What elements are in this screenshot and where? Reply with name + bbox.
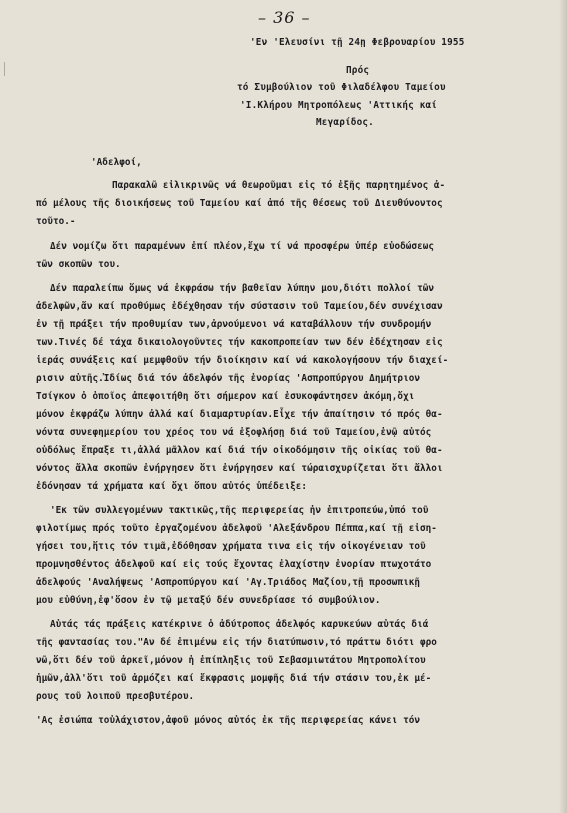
- body-line: ἡμῶν,ἀλλ'ὅτι τοῦ ἁρμόζει καί ἔκφρασις μομφῆς διά τήν στάσιν του,ἐκ μέ-: [36, 673, 432, 684]
- body-line: Δέν παραλείπω ὅμως νά ἐκφράσω τήν βαθεῖαν λύπην μου,διότι πολλοί τῶν: [50, 283, 435, 294]
- body-line: Τσίγκον ὁ ὁποῖος ἀπεφοιτήθη ὅτι σήμερον καί ἐσυκοφάντησεν ἀκόμη,ὄχι: [36, 391, 415, 402]
- addressee-line: 'Ι.Κλήρου Μητροπόλεως 'Αττικής καί: [240, 100, 438, 111]
- body-line: πό μέλους τῆς διοικήσεως τοῦ Ταμείου καί ἀπό τῆς θέσεως τοῦ Διευθύνοντος: [36, 198, 443, 209]
- body-line: ἱεράς συνάξεις καί μεμφθοῦν τήν διοίκησιν καί νά κακολογήσουν τήν διαχεί-: [36, 355, 449, 366]
- margin-mark: [4, 62, 15, 76]
- body-line: προμνησθέντος ἀδελφοῦ καί εἰς τούς ἔχοντας ἐλαχίστην ἐνορίαν πτωχοτάτο: [36, 559, 432, 570]
- body-line: Δέν νομίζω ὅτι παραμένων ἐπί πλέον,ἔχω τί νά προσφέρω ὑπέρ εὐοδώσεως: [50, 241, 435, 252]
- page-number: – 36 –: [258, 8, 311, 27]
- body-line: ἀδελφούς 'Αναλήψεως 'Ασπροπύργου καί 'Αγ.Τριάδος Μαζίου,τῇ προσωπικῇ: [36, 577, 421, 588]
- body-line: ρους τοῦ λοιποῦ πρεσβυτέρου.: [36, 691, 195, 702]
- body-line: γήσει του,ἥτις τόν τιμᾶ,ἐδόθησαν χρήματα τινα εἰς τήν οἰκογένειαν τοῦ: [36, 541, 426, 552]
- dateline: 'Εν 'Ελευσίνι τῇ 24ῃ Φεβρουαρίου 1955: [250, 37, 465, 48]
- body-line: μόνον ἐκφράζω λύπην ἀλλά καί διαμαρτυρίαν.Εἶχε τήν ἀπαίτησιν τό πρός θα-: [36, 409, 443, 420]
- body-line: των.Τινές δέ τάχα δικαιολογοῦντες τήν κακοπροπείαν των δέν ἐδέχτησαν εἰς: [36, 337, 443, 348]
- body-line: τοῦτο.-: [36, 216, 76, 227]
- body-line: 'Ας ἐσιώπα τοὐλάχιστον,ἀφοῦ μόνος αὐτός ἐκ τῆς περιφερείας κάνει τόν: [36, 715, 421, 726]
- body-line: ρισιν αὐτῆς.Ἰδίως διά τόν ἀδελφόν τῆς ἐνορίας 'Ασπροπύργου Δημήτριον: [36, 373, 421, 384]
- body-line: οὐδόλως ἔπραξε τι,ἀλλά μᾶλλον καί διά τήν οἰκοδόμησιν τῆς οἰκίας τοῦ θα-: [36, 445, 443, 456]
- body-line: Αὐτάς τάς πράξεις κατέκρινε ὁ ἀδύτροπος ἀδελφός καρυκεύων αὐτάς διά: [50, 619, 429, 630]
- body-line: ἐδόνησαν τά χρήματα καί ὄχι ὅπου αὐτός ὑπέδειξε:: [36, 481, 308, 492]
- body-line: νόντος ἄλλα σκοπῶν ἐνήργησεν ὅτι ἐνήργησεν καί τώραισχυρίζεται ὅτι ἄλλοι: [36, 463, 443, 474]
- body-line: ἀδελφῶν,ἄν καί προθύμως ἐδέχθησαν τήν σύστασιν τοῦ Ταμείου,δέν συνέχισαν: [36, 301, 443, 312]
- body-line: τῶν σκοπῶν του.: [36, 259, 121, 270]
- body-line: τῆς φαντασίας του."Αν δέ ἐπιμένω εἰς τήν διατύπωσιν,τό πράττω διότι φρο: [36, 637, 437, 648]
- addressee-line: τό Συμβούλιον τοῦ Φιλαδέλφου Ταμείου: [237, 82, 446, 93]
- addressee-line: Μεγαρίδος.: [316, 117, 374, 128]
- body-line: μου εὐθύνη,ἐφ'ὅσον ἐν τῷ μεταξύ δέν συνεδρίασε τό συμβούλιον.: [36, 595, 381, 606]
- body-line: Παρακαλῶ εἰλικρινῶς νά θεωροῦμαι εἰς τό ἑξῆς παρητημένος ἀ-: [112, 180, 446, 191]
- salutation: 'Αδελφοί,: [91, 157, 142, 168]
- body-line: ἐν τῇ πράξει τήν προθυμίαν των,ἀρνούμενοι νά καταβάλλουν τήν συνδρομήν: [36, 319, 432, 330]
- body-line: 'Εκ τῶν συλλεγομένων τακτικῶς,τῆς περιφερείας ἡν ἐπιτροπεύω,ὑπό τοῦ: [50, 505, 429, 516]
- body-line: νόντα συνεφημερίου του χρέος του νά ἐξοφλήσῃ διά τοῦ Ταμείου,ἐνῷ αὐτός: [36, 427, 432, 438]
- body-line: φιλοτίμως πρός τοῦτο ἐργαζομένου ἀδελφοῦ 'Αλεξάνδρου Πέππα,καί τῇ εἰση-: [36, 523, 437, 534]
- body-line: νῶ,ὅτι δέν τοῦ ἀρκεῖ,μόνον ἡ ἐπίπληξις τοῦ Σεβασμιωτάτου Μητροπολίτου: [36, 655, 426, 666]
- addressee-line: Πρός: [346, 65, 370, 76]
